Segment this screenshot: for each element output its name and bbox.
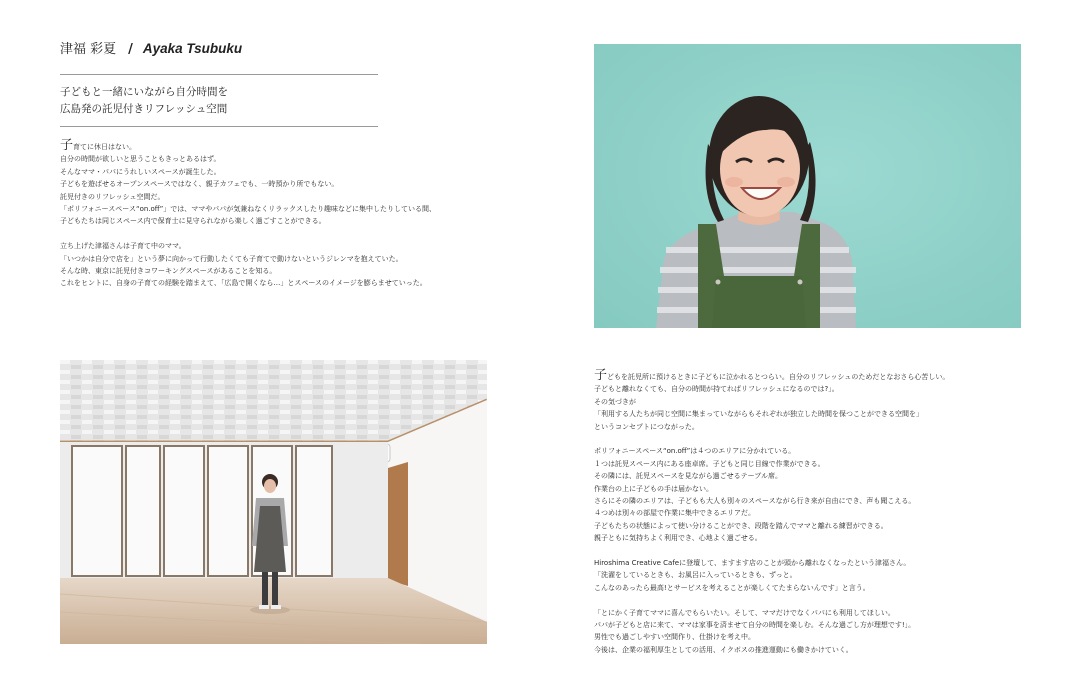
text-line: 立ち上げた津福さんは子育て中のママ。 bbox=[60, 242, 186, 251]
headline-line-1: 子どもと一緒にいながら自分時間を bbox=[60, 86, 228, 98]
text-line: さらにその隣のエリアは、子どもも大人も別々のスペースながら行き来が自由にでき、声も聞こえる。 bbox=[594, 497, 916, 506]
text-line: そんなママ・パパにうれしいスペースが誕生した。 bbox=[60, 167, 221, 176]
intro-paragraph-1 bbox=[60, 140, 436, 228]
text-line: １つは託児スペース内にある座卓席。子どもと同じ目線で作業ができる。 bbox=[594, 459, 825, 468]
room-illustration bbox=[60, 360, 487, 644]
text-line: パパが子どもと店に来て、ママは家事を済ませて自分の時間を楽しむ。そんな過ごし方が理想です!」。 bbox=[594, 621, 916, 630]
text-line: 子どもたちの状態によって使い分けることができ、段階を踏んでママと離れる練習ができる。 bbox=[594, 521, 888, 530]
text-line: こんなのあったら最高!とサービスを考えることが楽しくてたまらないんです」と言う。 bbox=[594, 583, 870, 592]
title-separator: / bbox=[128, 42, 133, 57]
text-line: 「洗濯をしているときも、お風呂に入っているときも、ずっと。 bbox=[594, 571, 797, 580]
text-line: 親子ともに気持ちよく利用でき、心地よく過ごせる。 bbox=[594, 534, 762, 543]
portrait-illustration bbox=[594, 44, 1021, 328]
right-first-line bbox=[594, 370, 949, 383]
text-line: というコンセプトにつながった。 bbox=[594, 422, 699, 431]
text-line: ポリフォニースペース“on.off”は４つのエリアに分かれている。 bbox=[594, 447, 796, 456]
right-paragraph-2 bbox=[594, 445, 949, 544]
right-paragraph-1 bbox=[594, 370, 949, 433]
text-line: 「ポリフォニースペース“on.off”」では、ママやパパが気兼ねなくリラックスしたり趣味などに集中したりしている間、 bbox=[60, 205, 437, 214]
text-line: 「いつかは自分で店を」という夢に向かって行動したくても子育てで動けないというジレンマを抱えていた。 bbox=[60, 254, 403, 263]
intro-paragraph-2 bbox=[60, 240, 436, 290]
intro-first-line bbox=[60, 140, 436, 153]
portrait-photo bbox=[594, 44, 1021, 328]
name-japanese: 津福 彩夏 bbox=[60, 42, 117, 57]
right-first-line-text: どもを託児所に預けるときに子どもに泣かれるとつらい。自分のリフレッシュのためだとなおさら心苦しい。 bbox=[607, 373, 950, 381]
text-line: 子どもたちは同じスペース内で保育士に見守られながら楽しく過ごすことができる。 bbox=[60, 217, 326, 226]
text-line: その気づきが bbox=[594, 397, 636, 406]
text-line: Hiroshima Creative Cafeに登壇して、ますます店のことが頭から離れなくなったという津福さん。 bbox=[594, 559, 911, 568]
drop-cap: 子 bbox=[594, 368, 608, 383]
name-english: Ayaka Tsubuku bbox=[142, 41, 243, 56]
right-paragraph-4 bbox=[594, 607, 949, 657]
divider-bottom bbox=[60, 126, 378, 127]
headline bbox=[60, 84, 228, 118]
text-line: 自分の時間が欲しいと思うこともきっとあるはず。 bbox=[60, 155, 221, 164]
right-paragraph-3 bbox=[594, 557, 949, 594]
drop-cap: 子 bbox=[60, 138, 74, 153]
room-photo bbox=[60, 360, 487, 644]
text-line: ４つめは別々の部屋で作業に集中できるエリアだ。 bbox=[594, 509, 755, 518]
main-article bbox=[594, 370, 949, 656]
text-line: 「とにかく子育てママに喜んでもらいたい。そして、ママだけでなくパパにも利用してほしい。 bbox=[594, 608, 895, 617]
divider-top bbox=[60, 74, 378, 75]
text-line: 作業台の上に子どもの手は届かない。 bbox=[594, 484, 713, 493]
text-line: そんな時、東京に託児付きコワーキングスペースがあることを知る。 bbox=[60, 267, 277, 276]
headline-line-2: 広島発の託児付きリフレッシュ空間 bbox=[60, 103, 228, 115]
text-line: 男性でも過ごしやすい空間作り、仕掛けを考え中。 bbox=[594, 633, 755, 642]
text-line: 託児付きのリフレッシュ空間だ。 bbox=[60, 192, 165, 201]
intro-first-line-text: 育てに休日はない。 bbox=[73, 143, 137, 151]
text-line: 「利用する人たちが同じ空間に集まっていながらもそれぞれが独立した時間を保つことができる空間を」 bbox=[594, 410, 923, 419]
text-line: これをヒントに、自身の子育ての経験を踏まえて、「広島で開くなら…」とスペースのイメージを膨らませていった。 bbox=[60, 279, 427, 288]
text-line: 子どもと離れなくても、自分の時間が持てればリフレッシュになるのでは?」。 bbox=[594, 385, 839, 394]
text-line: その隣には、託児スペースを見ながら過ごせるテーブル席。 bbox=[594, 472, 783, 481]
page-title bbox=[60, 38, 242, 57]
text-line: 子どもを遊ばせるオープンスペースではなく、親子カフェでも、一時預かり所でもない。 bbox=[60, 180, 339, 189]
text-line: 今後は、企業の福利厚生としての活用、イクボスの推進運動にも働きかけていく。 bbox=[594, 645, 853, 654]
intro-article bbox=[60, 140, 436, 290]
